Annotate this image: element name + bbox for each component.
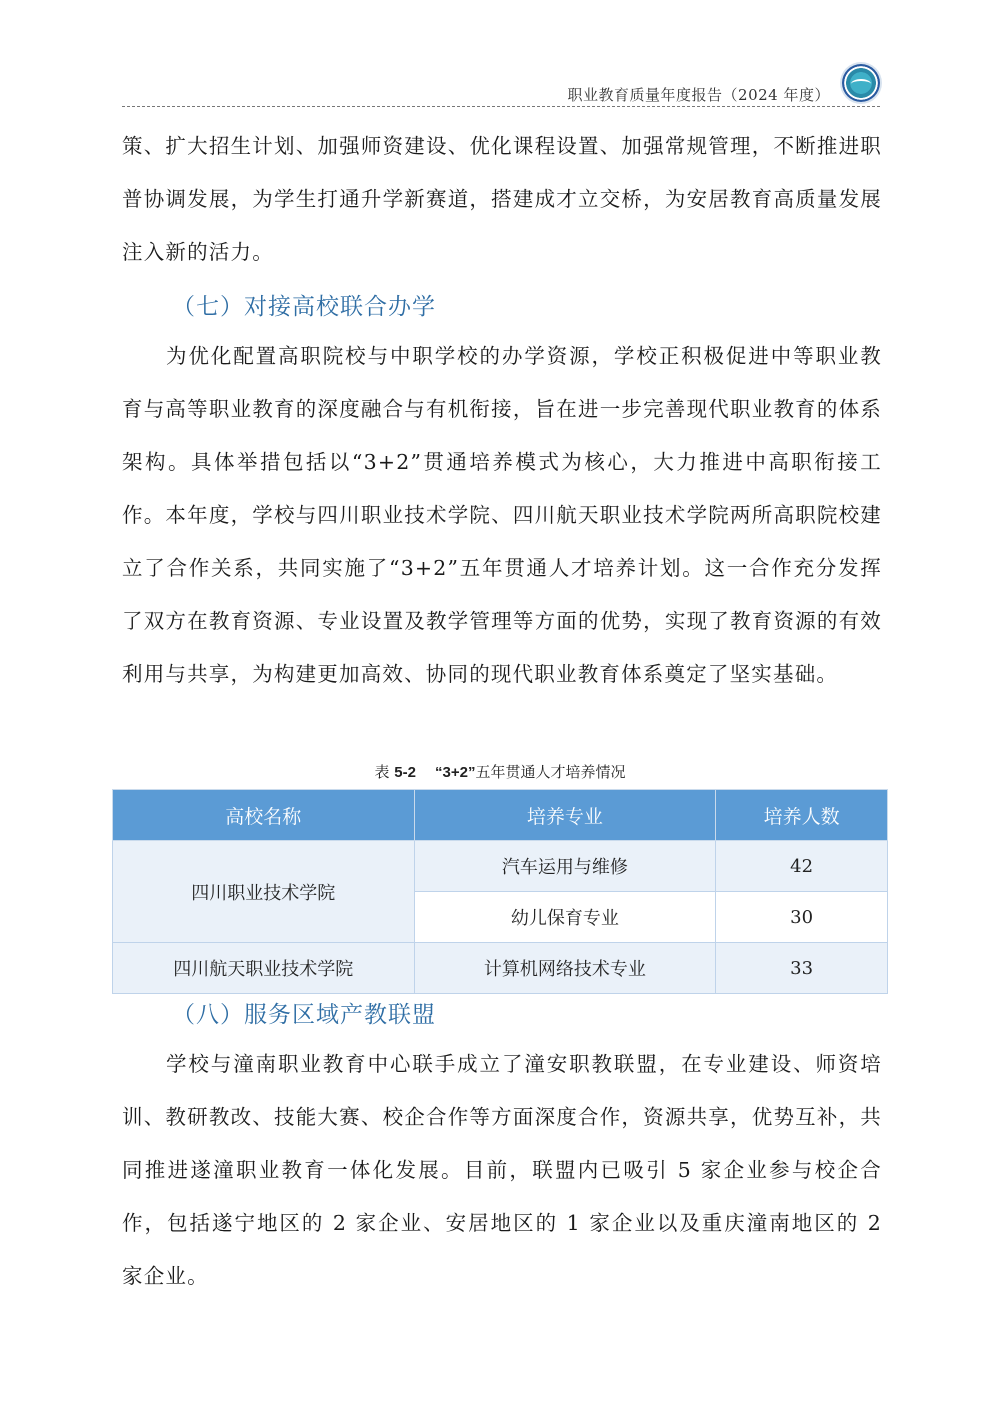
training-table [112, 789, 888, 994]
school-emblem-icon [842, 64, 880, 102]
count-cell: 33 [716, 943, 888, 994]
col-header-major: 培养专业 [414, 790, 716, 841]
table-header-row [113, 790, 888, 841]
page-header [122, 64, 880, 106]
table-caption: 表 5-2 “3+2”五年贯通人才培养情况 [374, 763, 626, 781]
table-row [113, 841, 888, 892]
table-row [113, 943, 888, 994]
paragraph-section-8: 学校与潼南职业教育中心联手成立了潼安职教联盟，在专业建设、师资培训、教研教改、技能大赛、校企合作等方面深度合作，资源共享，优势互补，共同推进遂潼职业教育一体化发展。目前，联盟内已吸引 5 家企业参与校企合作，包括遂宁地区的 2 家企业、安居地区的 1 家企业以及重庆潼南地区的 2 家企业。 [122, 1052, 882, 1288]
header-divider [122, 106, 880, 107]
col-header-school: 高校名称 [113, 790, 415, 841]
col-header-count: 培养人数 [716, 790, 888, 841]
count-cell: 42 [716, 841, 888, 892]
section-heading-7: （七）对接高校联合办学 [172, 294, 436, 320]
count-cell: 30 [716, 892, 888, 943]
intro-paragraph: 策、扩大招生计划、加强师资建设、优化课程设置、加强常规管理，不断推进职普协调发展，为学生打通升学新赛道，搭建成才立交桥，为安居教育高质量发展注入新的活力。 [122, 134, 882, 264]
major-cell: 计算机网络技术专业 [414, 943, 716, 994]
major-cell: 幼儿保育专业 [414, 892, 716, 943]
section-heading-8: （八）服务区域产教联盟 [172, 1002, 436, 1028]
major-cell: 汽车运用与维修 [414, 841, 716, 892]
school-cell: 四川航天职业技术学院 [113, 943, 415, 994]
paragraph-section-7: 为优化配置高职院校与中职学校的办学资源，学校正积极促进中等职业教育与高等职业教育的深度融合与有机衔接，旨在进一步完善现代职业教育的体系架构。具体举措包括以“3+2”贯通培养模式为核心，大力推进中高职衔接工作。本年度，学校与四川职业技术学院、四川航天职业技术学院两所高职院校建立了合作关系，共同实施了“3+2”五年贯通人才培养计划。这一合作充分发挥了双方在教育资源、专业设置及教学管理等方面的优势，实现了教育资源的有效利用与共享，为构建更加高效、协同的现代职业教育体系奠定了坚实基础。 [122, 344, 882, 686]
report-title: 职业教育质量年度报告（2024 年度） [567, 86, 830, 104]
school-cell: 四川职业技术学院 [113, 841, 415, 943]
